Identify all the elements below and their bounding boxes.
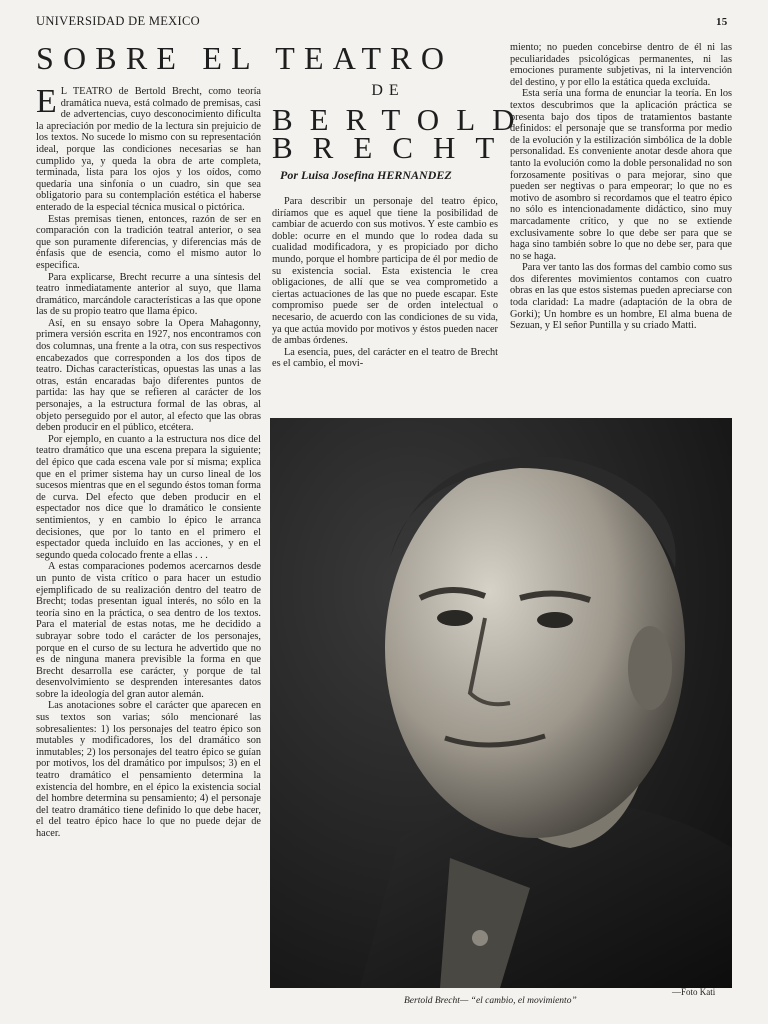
paragraph: L TEATRO de Bertold Brecht, como teoría dramática nueva, está colmado de premisas, casi de advertencias, cuyo desconocimiento dificulta la apreciación por medio de la lectura sin prejuicio de los textos. No sucede lo mismo con su representación ideal, porque las condiciones necesarias se han cumplido ya, y queda la obra de arte completa, terminada, lista para los ojos y los oídos, como quedaría una sinfonía o un cuadro, sin que sea obligatorio para su contemplación estética el haberse enterado de la especial técnica musical o pictórica.	[36, 86, 261, 213]
byline: Por Luisa Josefina HERNANDEZ	[280, 168, 452, 182]
paragraph: Estas premisas tienen, entonces, razón de ser en comparación con la tradición teatral anterior, o sea que son puramente diferencias, y diferencias más de énfasis que de esencia, como el mismo autor lo especifica.	[36, 213, 261, 271]
portrait-illustration	[270, 418, 732, 988]
paragraph: Las anotaciones sobre el carácter que aparecen en sus textos son varias; sólo mencionaré las sobresalientes: 1) los personajes del teatro épico son mutables y modificadores, los del dramático son inmutables; 2) los personajes del teatro épico se guían por motivos, los del dramático por impulsos; 3) en el teatro dramático el pensamiento determina la existencia del hombre, en el épico la existencia social del hombre determina su pensamiento; 4) el personaje del teatro dramático tiene definido lo que debe hacer, el del teatro épico hace lo que no puede dejar de hacer.	[36, 700, 261, 839]
paragraph: Por ejemplo, en cuanto a la estructura nos dice del teatro dramático que una escena prepara la siguiente; del épico que cada escena vale por sí misma; explica que en el primer sistema hay un curso lineal de los sucesos mientras que en el segundo éstos toman forma de curva. Del efecto que deben producir en el espectador nos dice que lo dramático le consiente sentimientos, y en cambio lo épico le arranca decisiones, que por lo tanto en el primero el espectador queda incluído en las acciones, y en el segundo queda colocado frente a ellas . . .	[36, 433, 261, 561]
paragraph: A estas comparaciones podemos acercarnos desde un punto de vista crítico o para hacer un estudio ejemplificado de su realización dentro del teatro de Brecht; todas presentan igual interés, no sólo en la teoría sino en la práctica, o sea dentro de los textos. Para el material de estas notas, me he decidido a subrayar sobre todo el carácter de los personajes, porque en el curso de su lectura he advertido que no es de ninguna manera previsible la forma en que Brecht desarrolla ese carácter, y porque de tal desenvolvimiento se desprenden interesantes datos sobre la ideología del gran autor alemán.	[36, 561, 261, 700]
photo-caption: Bertold Brecht— “el cambio, el movimiento”	[404, 996, 577, 1006]
paragraph: La esencia, pues, del carácter en el teatro de Brecht es el cambio, el movi-	[272, 346, 498, 370]
paragraph: miento; no pueden concebirse dentro de él ni las peculiaridades psicológicas permanentes, ni las emociones puramente subjetivas, ni la intervención del destino, y por ello la estática queda excluída.	[510, 42, 732, 88]
publication-header: UNIVERSIDAD DE MEXICO	[36, 14, 200, 28]
text-column-2	[272, 196, 498, 406]
photo-credit: —Foto Kati	[672, 987, 716, 997]
article-title-line1: SOBRE EL TEATRO	[36, 40, 454, 76]
page-number: 15	[716, 16, 728, 28]
article-title-line2: DE	[371, 82, 405, 99]
brecht-portrait-photo	[270, 418, 732, 988]
paragraph: Para ver tanto las dos formas del cambio como sus dos diferentes movimientos contamos con cuatro obras en las que estos sistemas pueden apreciarse con toda claridad: La madre (adaptación de la obra de Gorki); Un hombre es un hombre, El alma buena de Sezuan, y El señor Puntilla y su criado Matti.	[510, 262, 732, 332]
article-title-line4: BRECHT	[272, 130, 515, 165]
article-title-line3: BERTOLD	[272, 102, 532, 137]
paragraph: Esta sería una forma de enunciar la teoría. En los textos descubrimos que la aplicación práctica se presenta bajo dos tipos de tratamientos bastante definidos: el personaje que se transforma por medio de la evolución y la estilización simbólica de la doble personalidad. Es conveniente anotar desde ahora que tanto la evolución como la doble personalidad no son forzosamente positivas o para mejorar, sino que pueden ser negtivas o para empeorar; lo que no es motivo de asombro si recordamos que el teatro épico no sólo es intencionadamente didáctico, sino muy marcadamente crítico, y que no se extiende exclusivamente sobre lo que debe ser para que se haga sino también sobre lo que no debe ser, para que no se haga.	[510, 88, 732, 262]
text-column-1	[36, 86, 261, 1016]
dropcap: E	[36, 86, 57, 120]
paragraph: Para explicarse, Brecht recurre a una síntesis del teatro inmediatamente anterior al suyo, que llama dramático, marcándole características a las que opone las de su propio teatro que llama épico.	[36, 271, 261, 318]
paragraph: Para describir un personaje del teatro épico, diríamos que es aquel que tiene la posibilidad de cambiar de acuerdo con sus motivos. Y este cambio es doble: ocurre en el mundo que lo rodea dada su cualidad modificadora, y es propiciado por dicho mundo, porque el hombre participa de él por medio de su existencia social. Esta existencia le crea obligaciones, de allí que se vea comprometido a ciertas actuaciones de las que no puede escapar. Este compromiso puede ser de orden intelectual o necesario, de acuerdo con las condiciones de su vida, ya que actúa movido por motivos y éstos pueden nacer de ambas órdenes.	[272, 196, 498, 347]
paragraph: Así, en su ensayo sobre la Opera Mahagonny, primera versión escrita en 1927, nos encontramos con dos columnas, una frente a la otra, con sus respectivos encabezados que corresponden a los dos tipos de teatro. Dichas características, opuestas las unas a las otras, están encaradas bajo diferentes puntos de partida: las hay que se refieren al carácter de los personajes, a la estructura formal de las obras, al objeto perseguido por el autor, al efecto que las obras deben producir en el público, etcétera.	[36, 317, 261, 434]
text-column-3	[510, 42, 732, 402]
